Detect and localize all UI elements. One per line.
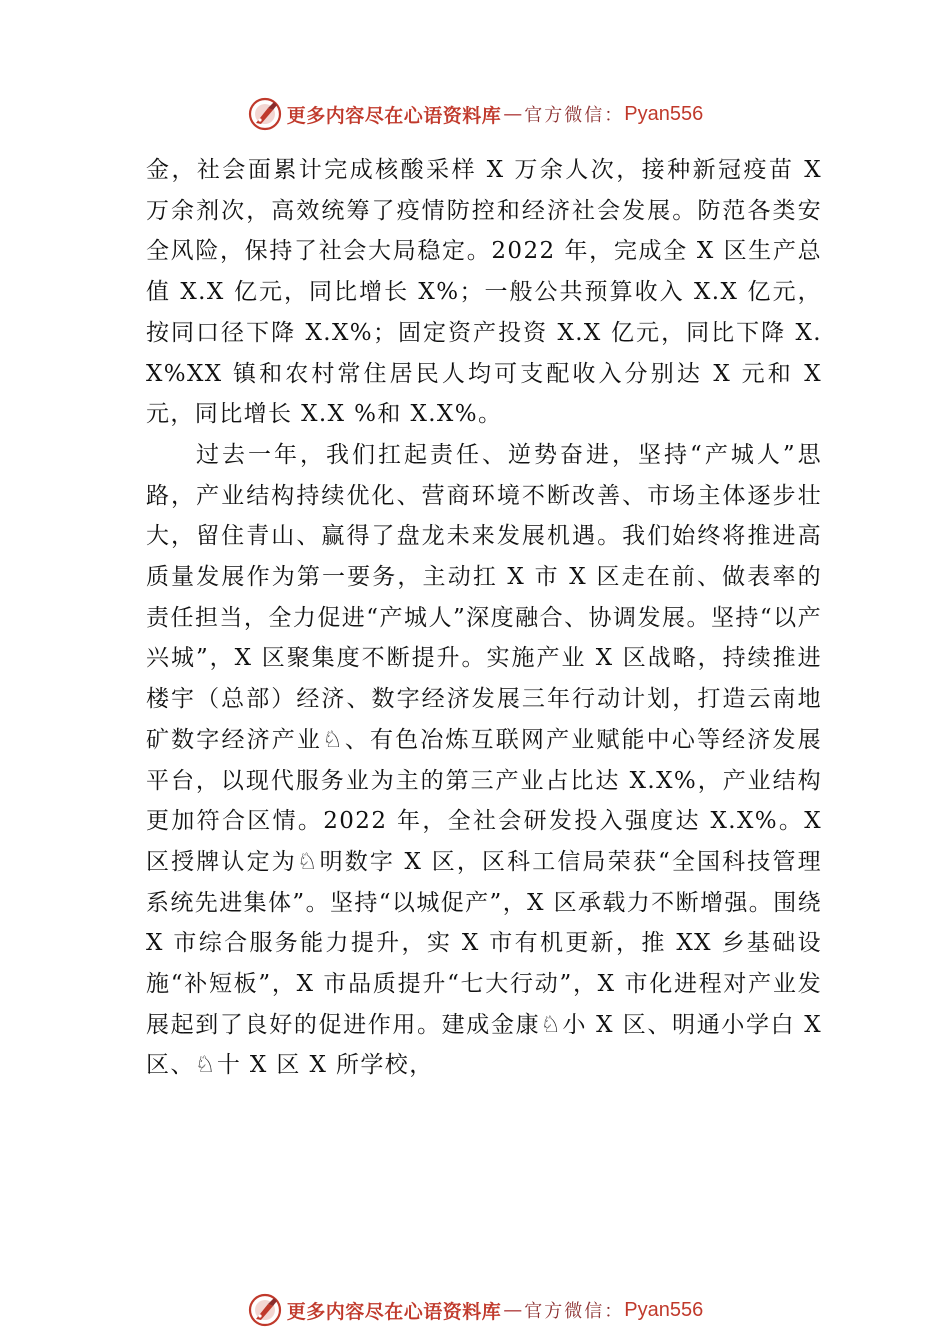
banner-separator: —: [503, 103, 523, 125]
banner-wechat-label: 官方微信：: [524, 105, 625, 126]
banner-separator: —: [503, 1299, 523, 1321]
document-body: [146, 150, 822, 1086]
pen-nib-logo-icon: [247, 96, 283, 132]
pen-nib-logo-icon: [247, 1292, 283, 1328]
paragraph-past-year: 过去一年，我们扛起责任、逆势奋进，坚持“产城人”思路，产业结构持续优化、营商环境不断改善、市场主体逐步壮大，留住青山、赢得了盘龙未来发展机遇。我们始终将推进高质量发展作为第一要务，主动扛 X 市 X 区走在前、做表率的责任担当，全力促进“产城人”深度融合、协调发展。坚持“以产兴城”，X 区聚集度不断提升。实施产业 X 区战略，持续推进楼宇（总部）经济、数字经济发展三年行动计划，打造云南地矿数字经济产业♘、有色冶炼互联网产业赋能中心等经济发展平台，以现代服务业为主的第三产业占比达 X.X%，产业结构更加符合区情。2022 年，全社会研发投入强度达 X.X%。X 区授牌认定为♘明数字 X 区，区科工信局荣获“全国科技管理系统先进集体”。坚持“以城促产”，X 区承载力不断增强。围绕 X 市综合服务能力提升，实 X 市有机更新，推 XX 乡基础设施“补短板”，X 市品质提升“七大行动”，X 市化进程对产业发展起到了良好的促进作用。建成金康♘小 X 区、明通小学白 X 区、♘十 X 区 X 所学校，: [146, 441, 822, 1079]
banner-wechat-label: 官方微信：: [524, 1301, 625, 1322]
banner-wechat-account: Pyan556: [624, 102, 704, 125]
footer-banner: [0, 1290, 950, 1330]
banner-main-text: 更多内容尽在心语资料库: [286, 104, 502, 127]
paragraph-continued: 金，社会面累计完成核酸采样 X 万余人次，接种新冠疫苗 X 万余剂次，高效统筹了疫情防控和经济社会发展。防范各类安全风险，保持了社会大局稳定。2022 年，完成全 X 区生产总值 X.X 亿元，同比增长 X%；一般公共预算收入 X.X 亿元，按同口径下降 X.X%；固定资产投资 X.X 亿元，同比下降 X.X%XX 镇和农村常住居民人均可支配收入分别达 X 元和 X 元，同比增长 X.X %和 X.X%。: [146, 157, 822, 428]
header-banner: [0, 94, 950, 134]
banner-wechat-account: Pyan556: [624, 1298, 704, 1321]
banner-main-text: 更多内容尽在心语资料库: [286, 1300, 502, 1323]
